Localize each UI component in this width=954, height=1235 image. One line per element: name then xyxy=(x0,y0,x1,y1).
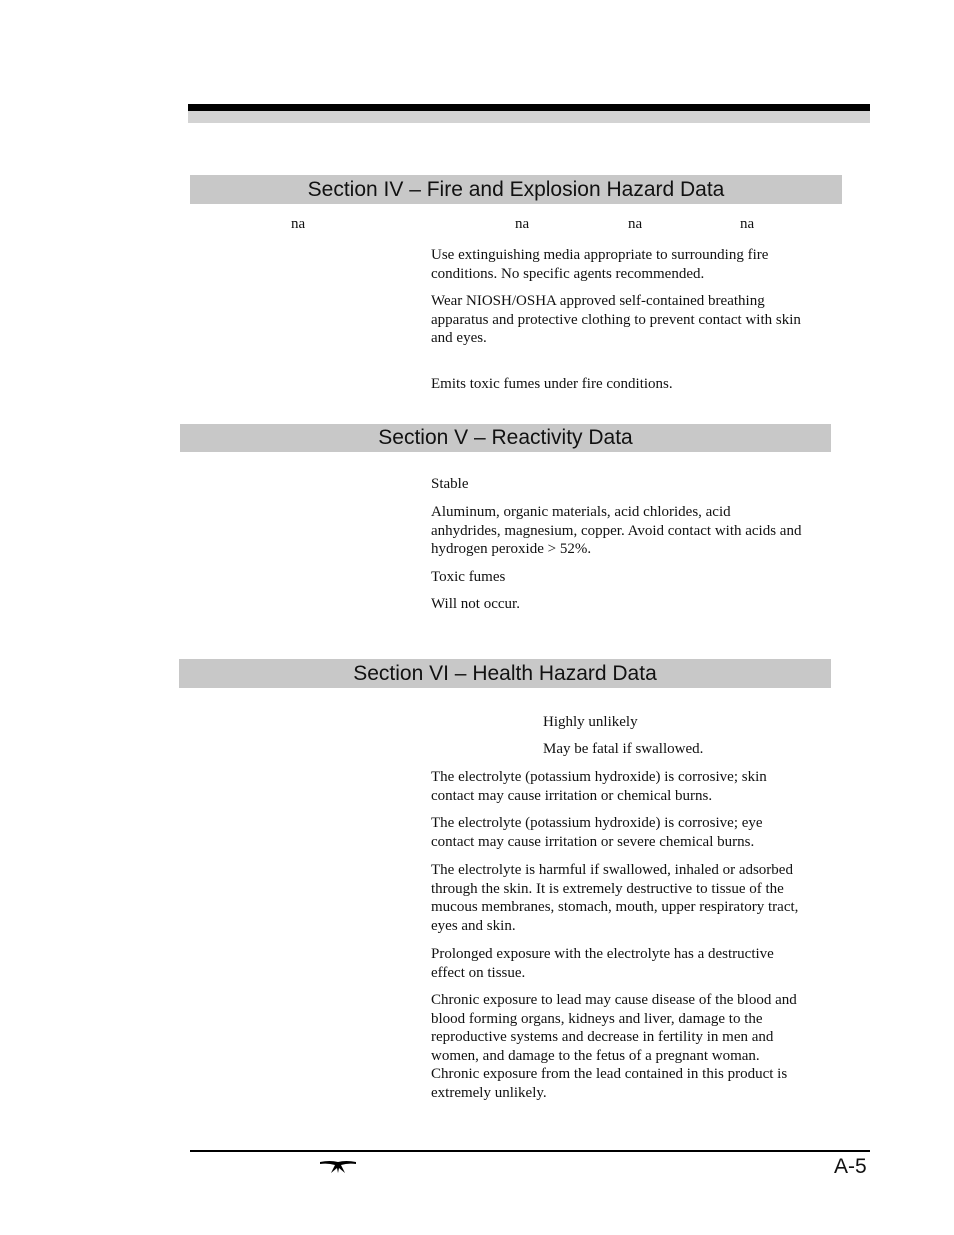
flammable-limits-value: na xyxy=(740,216,755,232)
header-rule-black xyxy=(188,104,870,111)
extinguishing-media-text: Use extinguishing media appropriate to surrounding fire conditions. No specific agents recommended. xyxy=(431,247,769,282)
acute-effects-text: The electrolyte is harmful if swallowed, inhaled or adsorbed through the skin. It is extremely destructive to tissue of the mucous membranes, stomach, mouth, upper respiratory tract, eyes and skin. xyxy=(431,862,799,934)
lel-value: na xyxy=(515,216,530,232)
incompatibility-text: Aluminum, organic materials, acid chlorides, acid anhydrides, magnesium, copper. Avoid contact with acids and hydrogen peroxide > 52%. xyxy=(431,504,802,557)
eye-contact-text: The electrolyte (potassium hydroxide) is corrosive; eye contact may cause irritation or severe chemical burns. xyxy=(431,815,763,850)
uel-value: na xyxy=(628,216,643,232)
page-number: A-5 xyxy=(834,1155,867,1178)
stability-text: Stable xyxy=(431,476,469,492)
ingestion-text: May be fatal if swallowed. xyxy=(543,741,704,757)
section-vi-title: Section VI – Health Hazard Data xyxy=(179,659,831,688)
decomposition-text: Toxic fumes xyxy=(431,569,506,585)
prolonged-exposure-text: Prolonged exposure with the electrolyte has a destructive effect on tissue. xyxy=(431,946,774,981)
section-v-title: Section V – Reactivity Data xyxy=(180,424,831,452)
unusual-hazards-text: Emits toxic fumes under fire conditions. xyxy=(431,376,673,392)
firefighting-procedures-text: Wear NIOSH/OSHA approved self-contained breathing apparatus and protective clothing to prevent contact with skin and eyes. xyxy=(431,293,801,346)
header-rule-gray xyxy=(188,111,870,123)
flash-point-value: na xyxy=(291,216,306,232)
inhalation-text: Highly unlikely xyxy=(543,714,638,730)
footer-rule xyxy=(190,1150,870,1152)
polymerization-text: Will not occur. xyxy=(431,596,520,612)
skin-contact-text: The electrolyte (potassium hydroxide) is corrosive; skin contact may cause irritation or chemical burns. xyxy=(431,769,767,804)
section-iv-title: Section IV – Fire and Explosion Hazard Data xyxy=(190,175,842,204)
teledyne-logo-icon xyxy=(320,1160,356,1179)
chronic-exposure-text: Chronic exposure to lead may cause disease of the blood and blood forming organs, kidneys and liver, damage to the reproductive systems and decrease in fertility in men and women, and damage to the fetus of a pregnant woman. Chronic exposure from the lead contained in this product is extremely unlikely. xyxy=(431,992,797,1101)
